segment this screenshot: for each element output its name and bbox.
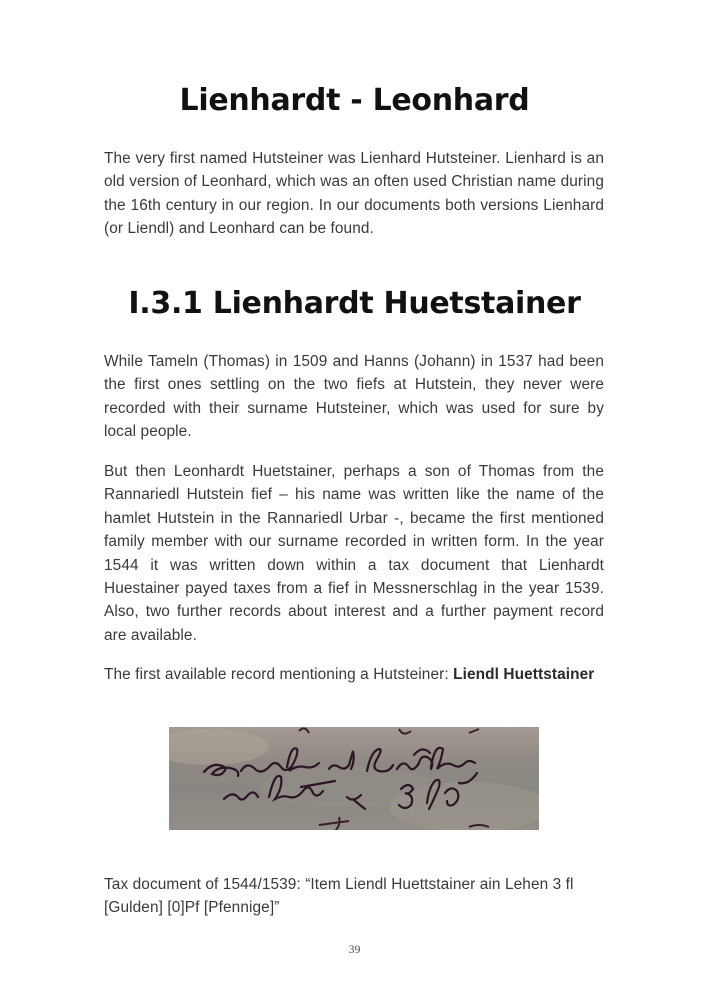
intro-paragraph: The very first named Hutsteiner was Lienhard Hutsteiner. Lienhard is an old version of Leonhard, which was an often used Christian name during the 16th century in our region. In our documents both versions Lienhard (or Liendl) and Leonhard can be found. [104, 150, 604, 238]
record-intro-paragraph [104, 663, 604, 686]
figure-caption: Tax document of 1544/1539: “Item Liendl Huettstainer ain Lehen 3 fl [Gulden] [0]Pf [Pfennige]” [104, 876, 574, 917]
first-record-paragraph: But then Leonhardt Huetstainer, perhaps a son of Thomas from the Rannariedl Hutstein fief – his name was written like the name of the hamlet Hutstein in the Rannariedl Urbar -, became the first mentioned family member with our surname recorded in written form. In the year 1544 it was written down within a tax document that Lienhardt Huestainer payed taxes from a fief in Messnerschlag in the year 1539. Also, two further records about interest and a further payment record are available. [104, 463, 604, 644]
section-heading: I.3.1 Lienhardt Huetstainer [128, 286, 581, 321]
page-number: 39 [348, 942, 361, 956]
page-title: Lienhardt - Leonhard [179, 83, 530, 118]
record-name: Liendl Huettstainer [453, 666, 595, 683]
handwriting-illustration [169, 727, 539, 830]
manuscript-image [169, 727, 539, 830]
settlers-paragraph: While Tameln (Thomas) in 1509 and Hanns (Johann) in 1537 had been the first ones settling on the two fiefs at Hutstein, they never were recorded with their surname Hutsteiner, which was used for sure by local people. [104, 353, 604, 441]
record-intro-text: The first available record mentioning a Hutsteiner: [104, 666, 454, 683]
